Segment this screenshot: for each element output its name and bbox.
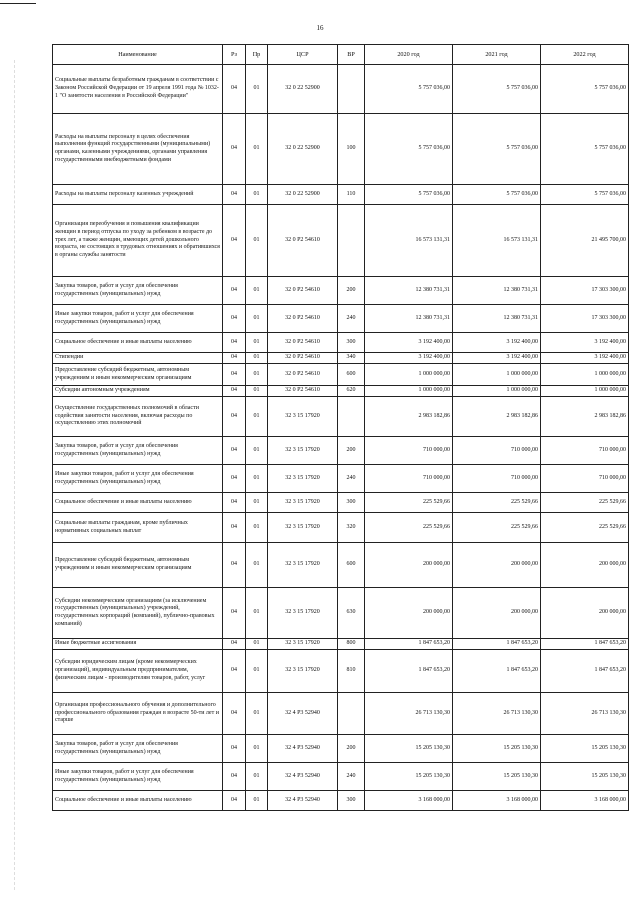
cell-rz: 04	[223, 437, 246, 465]
cell-pr: 01	[246, 493, 268, 513]
cell-y2021: 1 847 653,20	[453, 639, 541, 650]
cell-csr: 32 0 Р2 54610	[268, 386, 338, 397]
cell-y2020: 5 757 036,00	[365, 185, 453, 205]
cell-y2021: 3 192 400,00	[453, 353, 541, 364]
cell-rz: 04	[223, 364, 246, 386]
cell-csr: 32 3 15 17920	[268, 493, 338, 513]
table-row	[53, 763, 629, 791]
cell-csr: 32 3 15 17920	[268, 543, 338, 588]
cell-y2021: 26 713 130,30	[453, 693, 541, 735]
cell-vr: 620	[338, 386, 365, 397]
scan-edge-marks	[14, 60, 17, 890]
cell-vr: 300	[338, 493, 365, 513]
cell-y2022: 3 192 400,00	[541, 333, 629, 353]
top-rule	[0, 3, 36, 4]
cell-name: Субсидии некоммерческим организациям (за исключением государственных (муниципальных) учреждений, государственных корпораций (компаний), публично-правовых компаний)	[53, 588, 223, 639]
cell-pr: 01	[246, 639, 268, 650]
cell-y2022: 26 713 130,30	[541, 693, 629, 735]
cell-y2022: 5 757 036,00	[541, 114, 629, 185]
cell-y2020: 200 000,00	[365, 543, 453, 588]
cell-name: Социальное обеспечение и иные выплаты населению	[53, 493, 223, 513]
cell-pr: 01	[246, 588, 268, 639]
cell-vr: 300	[338, 791, 365, 811]
cell-name: Социальные выплаты безработным гражданам в соответствии с Законом Российской Федерации от 19 апреля 1991 года № 1032-1 "О занятости населения в Российской Федерации"	[53, 65, 223, 114]
cell-y2020: 3 192 400,00	[365, 333, 453, 353]
cell-rz: 04	[223, 277, 246, 305]
cell-y2020: 710 000,00	[365, 437, 453, 465]
header-name: Наименование	[53, 45, 223, 65]
cell-name: Субсидии юридическим лицам (кроме некоммерческих организаций), индивидуальным предпринимателям, физическим лицам - производителям товаров, работ, услуг	[53, 650, 223, 693]
cell-y2020: 710 000,00	[365, 465, 453, 493]
cell-rz: 04	[223, 353, 246, 364]
cell-vr: 600	[338, 543, 365, 588]
cell-y2020: 12 380 731,31	[365, 305, 453, 333]
table-row	[53, 353, 629, 364]
table-row	[53, 493, 629, 513]
cell-y2022: 17 303 300,00	[541, 305, 629, 333]
cell-name: Иные закупки товаров, работ и услуг для обеспечения государственных (муниципальных) нужд	[53, 305, 223, 333]
cell-y2021: 5 757 036,00	[453, 185, 541, 205]
cell-name: Предоставление субсидий бюджетным, автономным учреждениям и иным некоммерческим организациям	[53, 364, 223, 386]
cell-y2020: 26 713 130,30	[365, 693, 453, 735]
cell-pr: 01	[246, 185, 268, 205]
table-row	[53, 386, 629, 397]
cell-rz: 04	[223, 114, 246, 185]
cell-rz: 04	[223, 65, 246, 114]
table-body	[53, 65, 629, 811]
cell-pr: 01	[246, 277, 268, 305]
cell-rz: 04	[223, 791, 246, 811]
cell-y2022: 3 168 000,00	[541, 791, 629, 811]
cell-y2020: 5 757 036,00	[365, 65, 453, 114]
cell-pr: 01	[246, 397, 268, 437]
cell-rz: 04	[223, 493, 246, 513]
cell-rz: 04	[223, 588, 246, 639]
cell-rz: 04	[223, 543, 246, 588]
cell-rz: 04	[223, 185, 246, 205]
cell-y2021: 225 529,66	[453, 493, 541, 513]
cell-vr	[338, 397, 365, 437]
cell-csr: 32 3 15 17920	[268, 465, 338, 493]
cell-y2021: 710 000,00	[453, 437, 541, 465]
cell-pr: 01	[246, 205, 268, 277]
cell-csr: 32 3 15 17920	[268, 588, 338, 639]
cell-y2020: 2 983 182,86	[365, 397, 453, 437]
table-row	[53, 205, 629, 277]
cell-pr: 01	[246, 437, 268, 465]
cell-name: Осуществление государственных полномочий в области содействия занятости населения, включая расходы по осуществлению этих полномочий	[53, 397, 223, 437]
cell-vr: 200	[338, 735, 365, 763]
cell-y2022: 1 000 000,00	[541, 386, 629, 397]
cell-rz: 04	[223, 305, 246, 333]
cell-vr: 810	[338, 650, 365, 693]
table-row	[53, 305, 629, 333]
cell-y2021: 12 380 731,31	[453, 277, 541, 305]
cell-pr: 01	[246, 65, 268, 114]
cell-pr: 01	[246, 543, 268, 588]
cell-name: Иные бюджетные ассигнования	[53, 639, 223, 650]
cell-y2021: 3 168 000,00	[453, 791, 541, 811]
cell-vr: 630	[338, 588, 365, 639]
cell-y2020: 1 847 653,20	[365, 650, 453, 693]
cell-name: Социальное обеспечение и иные выплаты населению	[53, 791, 223, 811]
cell-rz: 04	[223, 397, 246, 437]
cell-csr: 32 3 15 17920	[268, 397, 338, 437]
cell-csr: 32 0 22 52900	[268, 185, 338, 205]
cell-csr: 32 4 Р3 52940	[268, 791, 338, 811]
cell-pr: 01	[246, 650, 268, 693]
cell-y2022: 15 205 130,30	[541, 735, 629, 763]
header-csr: ЦСР	[268, 45, 338, 65]
cell-y2021: 200 000,00	[453, 588, 541, 639]
cell-rz: 04	[223, 205, 246, 277]
cell-y2021: 15 205 130,30	[453, 735, 541, 763]
cell-vr: 320	[338, 513, 365, 543]
cell-y2021: 12 380 731,31	[453, 305, 541, 333]
cell-csr: 32 0 22 52900	[268, 114, 338, 185]
table-row	[53, 437, 629, 465]
cell-y2020: 1 847 653,20	[365, 639, 453, 650]
cell-y2020: 3 168 000,00	[365, 791, 453, 811]
cell-vr: 200	[338, 437, 365, 465]
cell-y2022: 1 000 000,00	[541, 364, 629, 386]
cell-pr: 01	[246, 735, 268, 763]
cell-y2020: 225 529,66	[365, 513, 453, 543]
cell-y2020: 1 000 000,00	[365, 386, 453, 397]
cell-y2021: 15 205 130,30	[453, 763, 541, 791]
cell-name: Иные закупки товаров, работ и услуг для обеспечения государственных (муниципальных) нужд	[53, 465, 223, 493]
table-row	[53, 185, 629, 205]
cell-name: Предоставление субсидий бюджетным, автономным учреждениям и иным некоммерческим организациям	[53, 543, 223, 588]
cell-vr: 110	[338, 185, 365, 205]
cell-csr: 32 4 Р3 52940	[268, 735, 338, 763]
table-row	[53, 543, 629, 588]
table-row	[53, 735, 629, 763]
cell-name: Организация переобучения и повышения квалификации женщин в период отпуска по уходу за ребенком в возрасте до трех лет, а также женщин, имеющих детей дошкольного возраста, не состоящих в трудовых отношениях и обратившихся в органы службы занятости	[53, 205, 223, 277]
cell-name: Расходы на выплаты персоналу в целях обеспечения выполнения функций государственными (муниципальными) органами, казенными учреждениями, органами управления государственными внебюджетными фондами	[53, 114, 223, 185]
cell-y2021: 16 573 131,31	[453, 205, 541, 277]
cell-y2021: 5 757 036,00	[453, 114, 541, 185]
table-row	[53, 588, 629, 639]
cell-rz: 04	[223, 333, 246, 353]
cell-y2021: 2 983 182,86	[453, 397, 541, 437]
cell-y2022: 200 000,00	[541, 588, 629, 639]
cell-y2021: 710 000,00	[453, 465, 541, 493]
cell-csr: 32 3 15 17920	[268, 650, 338, 693]
table-row	[53, 277, 629, 305]
cell-rz: 04	[223, 763, 246, 791]
table-row	[53, 65, 629, 114]
cell-y2021: 200 000,00	[453, 543, 541, 588]
cell-csr: 32 4 Р3 52940	[268, 763, 338, 791]
page-number: 16	[316, 24, 324, 32]
cell-y2022: 3 192 400,00	[541, 353, 629, 364]
cell-name: Иные закупки товаров, работ и услуг для обеспечения государственных (муниципальных) нужд	[53, 763, 223, 791]
cell-pr: 01	[246, 353, 268, 364]
cell-y2020: 225 529,66	[365, 493, 453, 513]
cell-csr: 32 0 Р2 54610	[268, 333, 338, 353]
cell-y2022: 5 757 036,00	[541, 185, 629, 205]
cell-rz: 04	[223, 693, 246, 735]
cell-csr: 32 3 15 17920	[268, 639, 338, 650]
table-header-row	[53, 45, 629, 65]
cell-y2022: 225 529,66	[541, 493, 629, 513]
cell-name: Расходы на выплаты персоналу казенных учреждений	[53, 185, 223, 205]
cell-vr	[338, 205, 365, 277]
cell-pr: 01	[246, 364, 268, 386]
header-2020: 2020 год	[365, 45, 453, 65]
cell-name: Стипендии	[53, 353, 223, 364]
cell-pr: 01	[246, 114, 268, 185]
table-row	[53, 650, 629, 693]
cell-y2022: 1 847 653,20	[541, 639, 629, 650]
cell-y2021: 1 000 000,00	[453, 364, 541, 386]
header-2021: 2021 год	[453, 45, 541, 65]
cell-rz: 04	[223, 639, 246, 650]
cell-vr: 300	[338, 333, 365, 353]
cell-y2020: 15 205 130,30	[365, 735, 453, 763]
cell-pr: 01	[246, 513, 268, 543]
cell-y2022: 2 983 182,86	[541, 397, 629, 437]
cell-csr: 32 0 22 52900	[268, 65, 338, 114]
cell-rz: 04	[223, 735, 246, 763]
cell-y2020: 15 205 130,30	[365, 763, 453, 791]
cell-vr: 600	[338, 364, 365, 386]
cell-vr	[338, 693, 365, 735]
header-pr: Пр	[246, 45, 268, 65]
cell-csr: 32 0 Р2 54610	[268, 277, 338, 305]
cell-y2022: 5 757 036,00	[541, 65, 629, 114]
cell-pr: 01	[246, 693, 268, 735]
cell-y2022: 710 000,00	[541, 465, 629, 493]
cell-name: Социальное обеспечение и иные выплаты населению	[53, 333, 223, 353]
cell-y2021: 225 529,66	[453, 513, 541, 543]
cell-vr: 200	[338, 277, 365, 305]
cell-vr: 340	[338, 353, 365, 364]
cell-pr: 01	[246, 763, 268, 791]
cell-y2021: 3 192 400,00	[453, 333, 541, 353]
cell-vr: 240	[338, 763, 365, 791]
cell-csr: 32 3 15 17920	[268, 437, 338, 465]
cell-y2022: 225 529,66	[541, 513, 629, 543]
cell-y2020: 16 573 131,31	[365, 205, 453, 277]
table-row	[53, 114, 629, 185]
cell-y2022: 200 000,00	[541, 543, 629, 588]
table-row	[53, 513, 629, 543]
cell-pr: 01	[246, 333, 268, 353]
cell-y2022: 15 205 130,30	[541, 763, 629, 791]
cell-csr: 32 3 15 17920	[268, 513, 338, 543]
budget-table	[52, 44, 629, 811]
cell-y2020: 1 000 000,00	[365, 364, 453, 386]
cell-y2021: 1 000 000,00	[453, 386, 541, 397]
cell-name: Социальные выплаты гражданам, кроме публичных нормативных социальных выплат	[53, 513, 223, 543]
cell-pr: 01	[246, 305, 268, 333]
table-row	[53, 639, 629, 650]
cell-pr: 01	[246, 386, 268, 397]
cell-rz: 04	[223, 513, 246, 543]
header-rz: Рз	[223, 45, 246, 65]
cell-name: Закупка товаров, работ и услуг для обеспечения государственных (муниципальных) нужд	[53, 277, 223, 305]
cell-vr: 240	[338, 305, 365, 333]
cell-y2020: 200 000,00	[365, 588, 453, 639]
cell-y2022: 1 847 653,20	[541, 650, 629, 693]
cell-name: Закупка товаров, работ и услуг для обеспечения государственных (муниципальных) нужд	[53, 437, 223, 465]
cell-name: Субсидии автономным учреждениям	[53, 386, 223, 397]
cell-vr	[338, 65, 365, 114]
cell-y2022: 21 495 700,00	[541, 205, 629, 277]
cell-pr: 01	[246, 791, 268, 811]
cell-vr: 100	[338, 114, 365, 185]
cell-y2021: 1 847 653,20	[453, 650, 541, 693]
header-vr: ВР	[338, 45, 365, 65]
cell-y2020: 12 380 731,31	[365, 277, 453, 305]
cell-csr: 32 0 Р2 54610	[268, 364, 338, 386]
table-row	[53, 693, 629, 735]
cell-name: Закупка товаров, работ и услуг для обеспечения государственных (муниципальных) нужд	[53, 735, 223, 763]
header-2022: 2022 год	[541, 45, 629, 65]
table-row	[53, 333, 629, 353]
cell-vr: 800	[338, 639, 365, 650]
cell-csr: 32 4 Р3 52940	[268, 693, 338, 735]
cell-y2020: 3 192 400,00	[365, 353, 453, 364]
cell-y2020: 5 757 036,00	[365, 114, 453, 185]
cell-pr: 01	[246, 465, 268, 493]
table-row	[53, 364, 629, 386]
cell-vr: 240	[338, 465, 365, 493]
table-row	[53, 465, 629, 493]
cell-name: Организация профессионального обучения и дополнительного профессионального образования граждан в возрасте 50-ти лет и старше	[53, 693, 223, 735]
cell-csr: 32 0 Р2 54610	[268, 205, 338, 277]
cell-y2021: 5 757 036,00	[453, 65, 541, 114]
cell-csr: 32 0 Р2 54610	[268, 305, 338, 333]
cell-rz: 04	[223, 465, 246, 493]
table-row	[53, 397, 629, 437]
cell-rz: 04	[223, 650, 246, 693]
cell-y2022: 17 303 300,00	[541, 277, 629, 305]
table-row	[53, 791, 629, 811]
cell-csr: 32 0 Р2 54610	[268, 353, 338, 364]
cell-rz: 04	[223, 386, 246, 397]
cell-y2022: 710 000,00	[541, 437, 629, 465]
